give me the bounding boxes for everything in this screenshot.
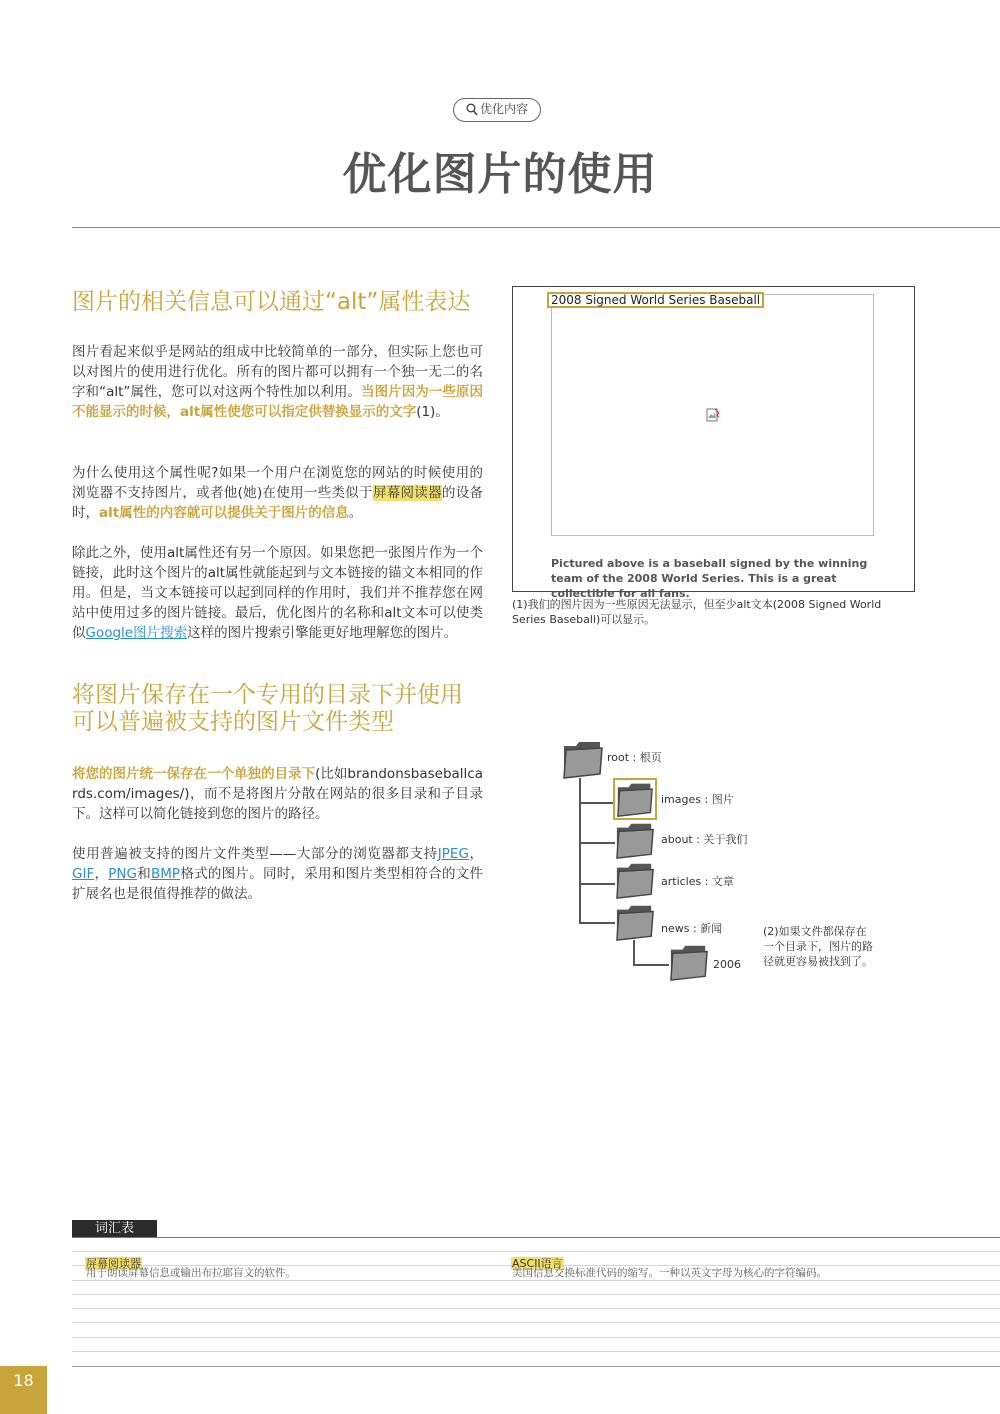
gif-link[interactable]: GIF [72,866,95,882]
figure1-image-caption: Pictured above is a baseball signed by the winning team of the 2008 World Series. This is a great collectible for all fans. [551,557,868,600]
folder-articles-icon [615,860,655,904]
section2-paragraph-2: 使用普遍被支持的图片文件类型——大部分的浏览器都支持JPEG，GIF，PNG和BMP格式的图片。同时，采用和图片类型相符合的文件扩展名也是很值得推荐的做法。 [72,846,484,902]
section-tag-label: 优化内容 [479,102,528,116]
glossary-tab: 词汇表 [72,1220,157,1238]
page-number: 18 [0,1366,47,1414]
glossary-def-1: 用于朗读屏幕信息或输出布拉耶盲文的软件。 [86,1267,296,1279]
section-tag [453,98,541,122]
folder-news-label: news : 新闻 [661,922,723,935]
section1-heading: 图片的相关信息可以通过“alt”属性表达 [72,289,471,315]
tree-branch [633,964,669,966]
glossary-bottom-rule [72,1366,1000,1367]
folder-root-label: root : 根页 [607,751,662,764]
figure2-note: (2)如果文件都保存在一个目录下，图片的路径就更容易被找到了。 [763,925,873,968]
image-alt-text: 2008 Signed World Series Baseball [547,292,764,308]
folder-images-label: images : 图片 [661,793,734,806]
folder-about-label: about : 关于我们 [661,833,748,846]
tree-branch [579,842,615,844]
tree-branch [579,802,615,804]
folder-about-icon [615,820,655,864]
section2-heading: 将图片保存在一个专用的目录下并使用 可以普遍被支持的图片文件类型 [72,682,463,735]
glossary-line [72,1337,1000,1338]
folder-2006-icon [668,942,710,986]
tree-branch [579,883,615,885]
folder-2006-label: 2006 [713,958,741,971]
glossary-line [72,1280,1000,1281]
glossary-line [72,1351,1000,1352]
glossary-term-2: ASCII语言 [512,1257,563,1270]
glossary-term-1: 屏幕阅读器 [86,1257,141,1270]
jpeg-link[interactable]: JPEG [437,846,469,862]
bmp-link[interactable]: BMP [151,866,181,882]
broken-image-icon [706,408,720,427]
glossary-line [72,1322,1000,1323]
glossary-line [72,1308,1000,1309]
folder-images-icon [615,780,655,822]
section2-paragraph-1: 将您的图片统一保存在一个单独的目录下(比如brandonsbaseballcards.com/images/)，而不是将图片分散在网站的很多目录和子目录下。这样可以简化链接到您的图片的路径。 [72,766,483,822]
title-divider [72,227,1000,228]
figure1-note: (1)我们的图片因为一些原因无法显示，但至少alt文本(2008 Signed World Series Baseball)可以显示。 [512,598,882,626]
folder-articles-label: articles : 文章 [661,875,734,888]
section1-paragraph-2: 为什么使用这个属性呢?如果一个用户在浏览您的网站的时候使用的浏览器不支持图片，或者他(她)在使用一些类似于屏幕阅读器的设备时，alt属性的内容就可以提供关于图片的信息。 [72,465,484,521]
page-title: 优化图片的使用 [342,149,658,200]
tree-branch [579,922,615,924]
section1-paragraph-1: 图片看起来似乎是网站的组成中比较简单的一部分，但实际上您也可以对图片的使用进行优化。所有的图片都可以拥有一个独一无二的名字和“alt”属性，您可以对这两个特性加以利用。当图片因为一些原因不能显示的时候，alt属性使您可以指定供替换显示的文字(1)。 [72,344,483,420]
glossary-term-screen-reader[interactable]: 屏幕阅读器 [372,485,442,501]
search-icon [466,103,478,116]
section1-paragraph-3: 除此之外，使用alt属性还有另一个原因。如果您把一张图片作为一个链接，此时这个图片的alt属性就能起到与文本链接的锚文本相同的作用。但是，当文本链接可以起到同样的作用时，我们并不推荐您在网站中使用过多的图片链接。最后，优化图片的名称和alt文本可以使类似Google图片搜索这样的图片搜索引擎能更好地理解您的图片。 [72,545,483,641]
folder-root-icon [562,738,604,784]
google-image-search-link[interactable]: Google图片搜索 [85,625,188,641]
glossary-top-rule [72,1237,1000,1238]
png-link[interactable]: PNG [108,866,137,882]
glossary-def-2: 美国信息交换标准代码的缩写。一种以英文字母为核心的字符编码。 [512,1267,827,1279]
folder-news-icon [615,902,655,946]
glossary-line [72,1294,1000,1295]
tree-trunk [579,778,581,924]
